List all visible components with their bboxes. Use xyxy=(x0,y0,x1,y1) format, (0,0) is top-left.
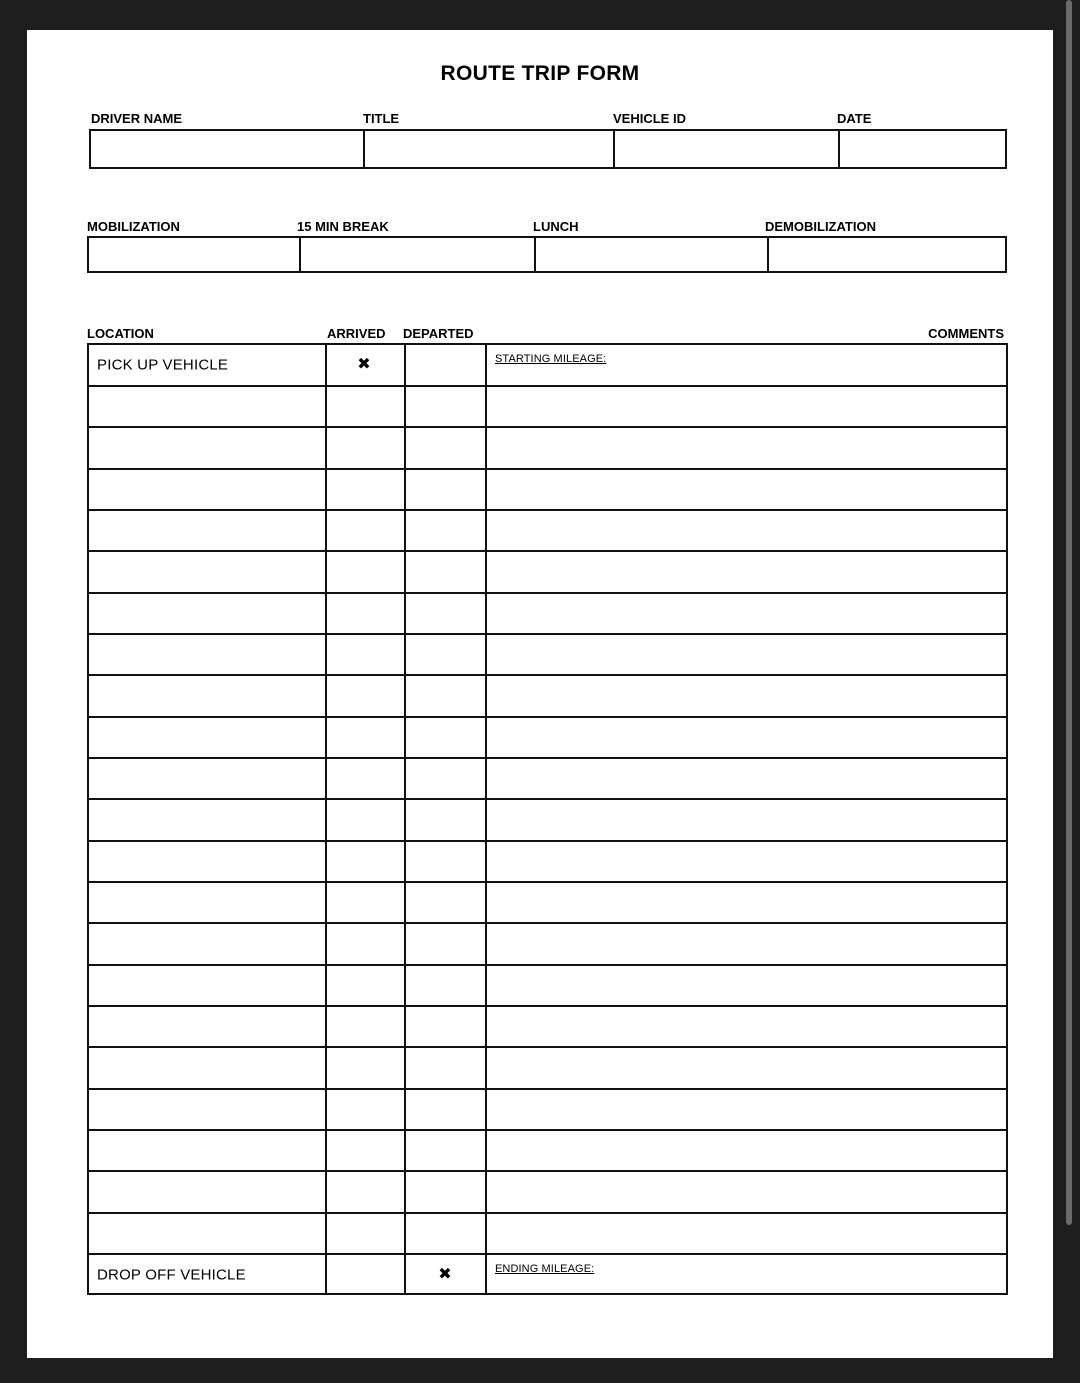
departed-header: DEPARTED xyxy=(403,326,474,341)
table-row[interactable] xyxy=(89,1090,1006,1131)
driver-name-label: DRIVER NAME xyxy=(91,111,183,126)
lunch-field[interactable] xyxy=(536,238,767,271)
table-row-dropoff[interactable] xyxy=(89,1255,1006,1295)
table-row[interactable] xyxy=(89,387,1006,428)
table-row[interactable] xyxy=(89,1214,1006,1255)
form-page xyxy=(27,30,1053,1358)
table-row[interactable] xyxy=(89,1172,1006,1213)
form-title: ROUTE TRIP FORM xyxy=(440,62,640,85)
driver-name-field[interactable] xyxy=(91,131,363,167)
dropoff-location: DROP OFF VEHICLE xyxy=(97,1266,246,1284)
table-row[interactable] xyxy=(89,1131,1006,1172)
table-row[interactable] xyxy=(89,1048,1006,1089)
driver-info-fields xyxy=(89,129,1007,169)
break-field[interactable] xyxy=(301,238,534,271)
vehicle-id-label: VEHICLE ID xyxy=(613,111,686,126)
scrollbar[interactable] xyxy=(1066,0,1072,1225)
table-row[interactable] xyxy=(89,552,1006,593)
table-row[interactable] xyxy=(89,800,1006,841)
table-row[interactable] xyxy=(89,718,1006,759)
table-row[interactable] xyxy=(89,1007,1006,1048)
table-row[interactable] xyxy=(89,842,1006,883)
date-label: DATE xyxy=(837,111,872,126)
table-row[interactable] xyxy=(89,428,1006,469)
title-field[interactable] xyxy=(365,131,613,167)
mobilization-field[interactable] xyxy=(89,238,299,271)
blank-row-count xyxy=(27,43,28,44)
table-row[interactable] xyxy=(89,470,1006,511)
departed-check-icon[interactable]: ✖ xyxy=(438,1266,452,1283)
table-row[interactable] xyxy=(89,635,1006,676)
demobilization-label: DEMOBILIZATION xyxy=(765,219,876,234)
table-row-pickup[interactable] xyxy=(89,345,1006,387)
arrived-header: ARRIVED xyxy=(327,326,386,341)
mobilization-label: MOBILIZATION xyxy=(87,219,180,234)
title-label: TITLE xyxy=(363,111,400,126)
lunch-label: LUNCH xyxy=(533,219,579,234)
vehicle-id-field[interactable] xyxy=(615,131,838,167)
location-header: LOCATION xyxy=(87,326,154,341)
table-row[interactable] xyxy=(89,883,1006,924)
arrived-check-icon[interactable]: ✖ xyxy=(357,356,371,373)
table-row[interactable] xyxy=(89,594,1006,635)
trip-log-table xyxy=(87,343,1008,1295)
table-row[interactable] xyxy=(89,924,1006,965)
table-row[interactable] xyxy=(89,759,1006,800)
comments-header: COMMENTS xyxy=(928,326,1004,341)
table-row[interactable] xyxy=(89,511,1006,552)
table-row[interactable] xyxy=(89,966,1006,1007)
table-row[interactable] xyxy=(89,676,1006,717)
time-fields xyxy=(87,236,1007,273)
date-field[interactable] xyxy=(840,131,1005,167)
pickup-location: PICK UP VEHICLE xyxy=(97,356,229,374)
break-label: 15 MIN BREAK xyxy=(297,219,389,234)
starting-mileage-label: STARTING MILEAGE: xyxy=(495,353,607,365)
demobilization-field[interactable] xyxy=(769,238,1005,271)
ending-mileage-label: ENDING MILEAGE: xyxy=(495,1263,595,1275)
